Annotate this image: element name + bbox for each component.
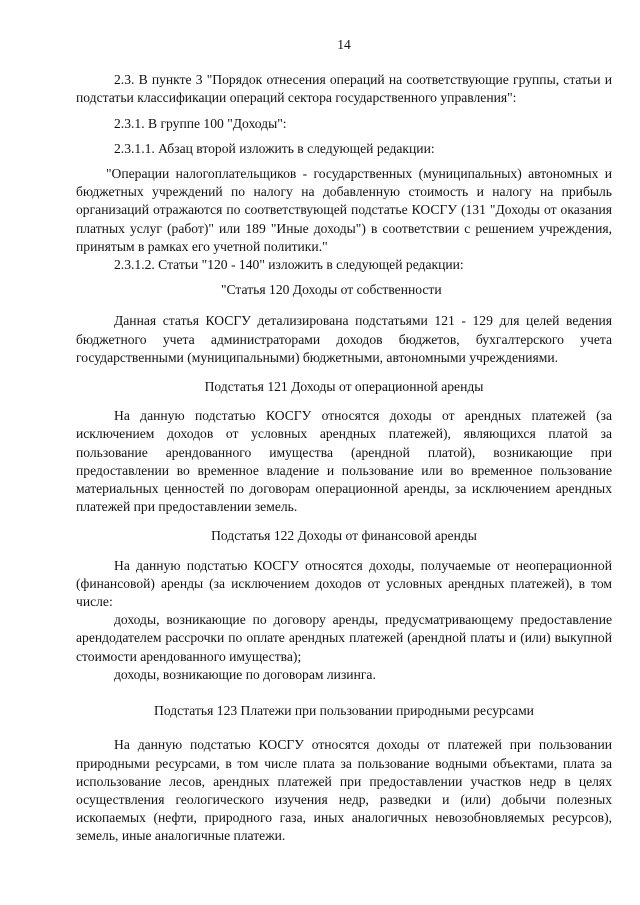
- article-120-title: "Статья 120 Доходы от собственности: [221, 282, 442, 298]
- paragraph-2-3-1-1: 2.3.1.1. Абзац второй изложить в следующей редакции:: [114, 140, 435, 156]
- article-120-text: Данная статья КОСГУ детализирована подстатьями 121 - 129 для целей ведения бюджетного учета администраторами доходов бюджетов, бухгалтерского учета государственными (муниципальными) бюджетными, автономными учреждениями.: [76, 313, 612, 365]
- subarticle-123-text: На данную подстатью КОСГУ относятся доходы от платежей при пользовании природными ресурсами, в том числе плата за пользование водными объектами, плата за использование лесов, арендных платежей при предоставлении участков недр в целях осуществления геологического изучения недр, разведки и (или) добычи полезных ископаемых (нефти, природного газа, иных аналогичных невозобновляемых ресурсов), земель, иные аналогичные платежи.: [76, 737, 612, 844]
- subarticle-122-item-1: доходы, возникающие по договору аренды, предусматривающему предоставление арендодателем рассрочки по оплате арендных платежей (арендной платы и (или) выкупной стоимости арендованного имущества);: [76, 612, 612, 664]
- subarticle-121-title: Подстатья 121 Доходы от операционной аренды: [204, 379, 484, 395]
- subarticle-123-title: Подстатья 123 Платежи при пользовании природными ресурсами: [154, 703, 534, 719]
- paragraph-2-3-1-2: 2.3.1.2. Статьи "120 - 140" изложить в следующей редакции:: [114, 257, 464, 273]
- paragraph-2-3: 2.3. В пункте 3 "Порядок отнесения операций на соответствующие группы, статьи и подстатьи классификации операций сектора государственного управления":: [76, 72, 612, 106]
- subarticle-122-text: На данную подстатью КОСГУ относятся доходы, получаемые от неоперационной (финансовой) аренды (за исключением доходов от условных арендных платежей), в том числе:: [76, 557, 612, 610]
- subarticle-122-item-2: доходы, возникающие по договорам лизинга.: [114, 666, 376, 682]
- paragraph-2-3-1: 2.3.1. В группе 100 "Доходы":: [114, 115, 287, 131]
- subarticle-121-text: На данную подстатью КОСГУ относятся доходы от арендных платежей (за исключением доходов от условных арендных платежей), являющихся платой за пользование арендованного имущества (арендной платой), возникающие при предоставлении во временное владение и пользование или во временное пользование материальных ценностей по договорам операционной аренды, за исключением арендных платежей при предоставлении земель.: [76, 408, 612, 515]
- subarticle-122-title: Подстатья 122 Доходы от финансовой аренды: [211, 528, 477, 544]
- page-number: 14: [337, 37, 351, 52]
- quoted-text-operations: "Операции налогоплательщиков - государственных (муниципальных) автономных и бюджетных учреждений по налогу на добавленную стоимость и налогу на прибыль организаций отражаются по соответствующей подстатье КОСГУ (131 "Доходы от оказания платных услуг (работ)" или 189 "Иные доходы") в соответствии с решением учреждения, принятым в рамках его учетной политики.": [76, 166, 612, 254]
